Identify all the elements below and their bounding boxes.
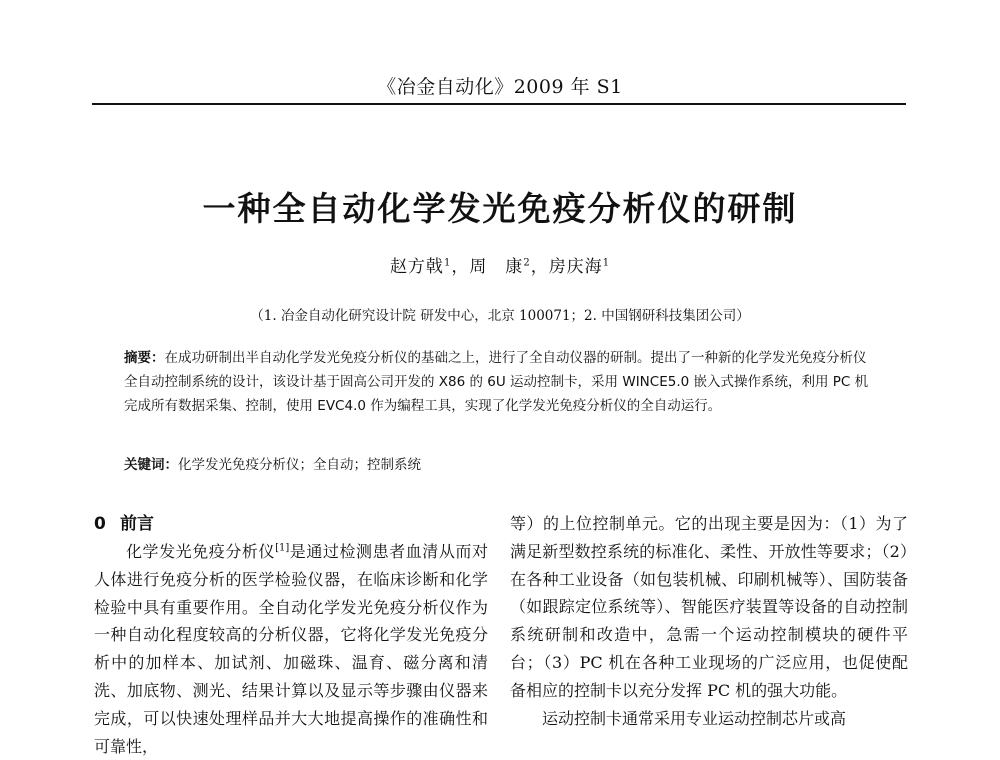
author-affiliation-mark: 1	[602, 257, 611, 269]
keywords-text: 化学发光免疫分析仪；全自动；控制系统	[178, 457, 421, 473]
body-paragraph: 运动控制卡通常采用专业运动控制芯片或高	[542, 708, 847, 728]
author-name: 赵方戟	[389, 257, 444, 277]
section-number: 0	[94, 514, 106, 534]
body-paragraph	[94, 538, 488, 760]
author-affiliation-mark: 2	[523, 257, 531, 269]
left-column	[94, 510, 488, 760]
paper-title: 一种全自动化学发光免疫分析仪的研制	[202, 189, 798, 228]
author-name: 房庆海	[548, 257, 603, 277]
keywords	[124, 453, 876, 477]
paragraph-text: 是通过检测患者血清从而对人体进行免疫分析的医学检验仪器，在临床诊断和化学检验中具有重要作用。全自动化学发光免疫分析仪作为一种自动化程度较高的分析仪器，它将化学发光免疫分析中的加样本、加试剂、加磁珠、温育、磁分离和清洗、加底物、测光、结果计算以及显示等步骤由仪器来完成，可以快速处理样品并大大地提高操作的准确性和可靠性，	[94, 542, 488, 756]
affiliation: （1. 冶金自动化研究设计院 研发中心，北京 100071；2. 中国钢研科技集团公司）	[250, 308, 750, 324]
author-affiliation-mark: 1	[443, 257, 452, 269]
abstract	[124, 346, 876, 418]
author-name: 周 康	[469, 257, 524, 277]
section-title: 前言	[120, 514, 154, 534]
abstract-text: 在成功研制出半自动化学发光免疫分析仪的基础之上，进行了全自动仪器的研制。提出了一种新的化学发光免疫分析仪全自动控制系统的设计，该设计基于固高公司开发的 X86 的 6U 运动控制卡，采用 WINCE5.0 嵌入式操作系统，利用 PC 机完成所有数据采集、控制，使用 EVC4.0 作为编程工具，实现了化学发光免疫分析仪的全自动运行。	[124, 350, 869, 414]
journal-header: 《冶金自动化》2009 年 S1	[377, 76, 623, 98]
body-paragraph: 等）的上位控制单元。它的出现主要是因为：（1）为了满足新型数控系统的标准化、柔性、开放性等要求；（2）在各种工业设备（如包装机械、印刷机械等）、国防装备（如跟踪定位系统等）、智能医疗装置等设备的自动控制系统研制和改造中，急需一个运动控制模块的硬件平台；（3）PC 机在各种工业现场的广泛应用，也促使配备相应的控制卡以充分发挥 PC 机的强大功能。	[510, 514, 908, 700]
citation-ref: [1]	[275, 542, 290, 554]
right-column	[510, 510, 908, 732]
abstract-label: 摘要：	[124, 350, 165, 366]
keywords-label: 关键词：	[124, 457, 178, 473]
header-rule	[92, 103, 906, 105]
paragraph-text: 化学发光免疫分析仪	[126, 542, 276, 561]
section-heading	[94, 510, 488, 538]
author-list: 赵方戟$^1$，周 康$^2$，房庆海$^1$	[389, 257, 611, 277]
